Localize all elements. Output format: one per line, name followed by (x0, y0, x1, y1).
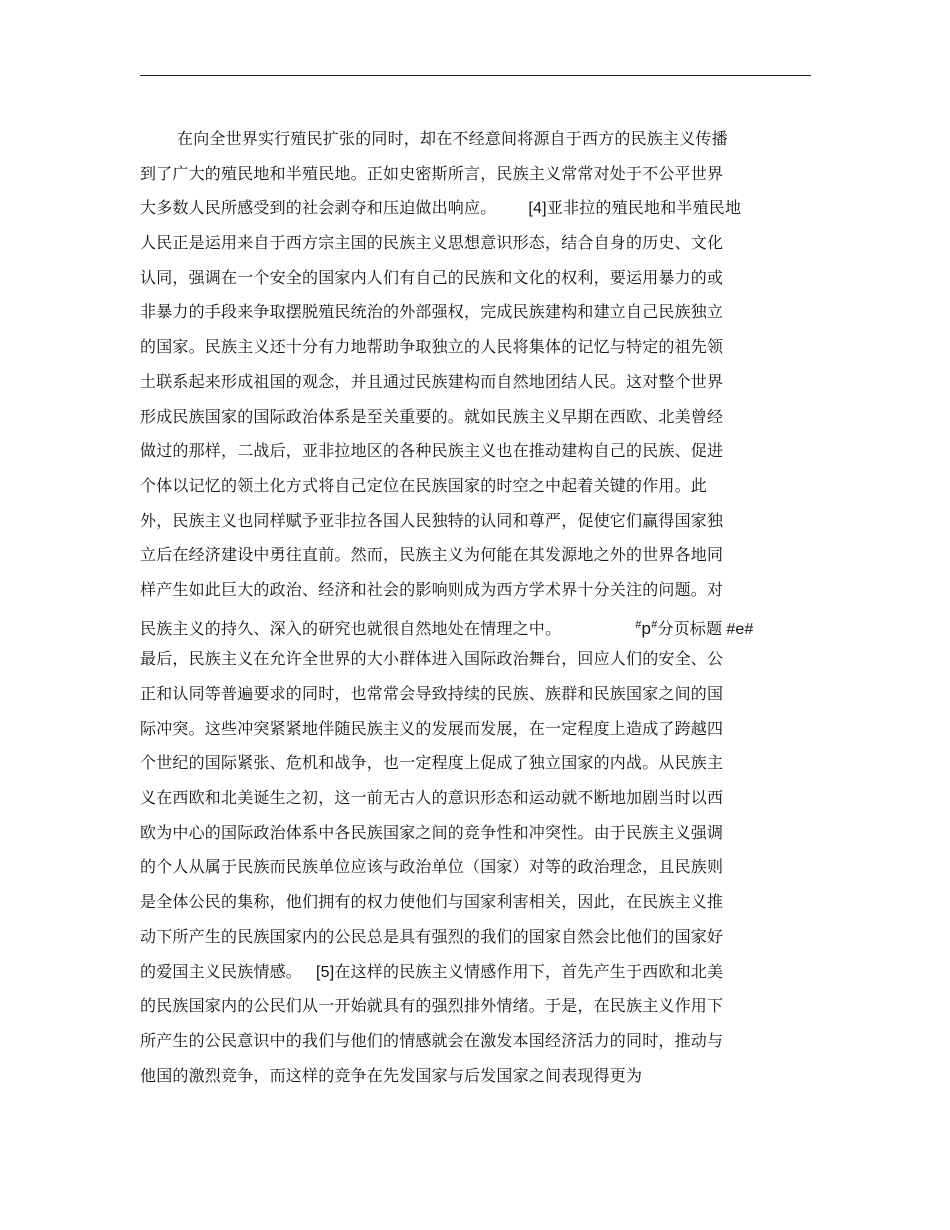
paragraph-line (140, 1059, 790, 1094)
paragraph-line (140, 642, 790, 677)
line-text: 人民正是运用来自于西方宗主国的民族主义思想意识形态，结合自身的历史、文化 (140, 233, 724, 253)
line-text: 义在西欧和北美诞生之初，这一前无古人的意识形态和运动就不断地加剧当时以西 (140, 788, 724, 808)
paragraph-line (140, 469, 790, 504)
paragraph-line (140, 191, 790, 226)
line-text: 土联系起来形成祖国的观念，并且通过民族建构而自然地团结人民。这对整个世界 (140, 371, 724, 391)
line-text: 的民族国家内的公民们从一开始就具有的强烈排外情绪。于是，在民族主义作用下 (140, 996, 724, 1016)
paragraph-line (140, 746, 790, 781)
paragraph-line (140, 295, 790, 330)
line-text: 正和认同等普遍要求的同时，也常常会导致持续的民族、族群和民族国家之间的国 (140, 684, 724, 703)
line-text: 个世纪的国际紧张、危机和战争，也一定程度上促成了独立国家的内战。从民族主 (140, 753, 724, 773)
line-text: 形成民族国家的国际政治体系是至关重要的。就如民族主义早期在西欧、北美曾经 (140, 406, 724, 426)
line-text: 在向全世界实行殖民扩张的同时，却在不经意间将源自于西方的民族主义传播 (177, 129, 728, 148)
paragraph-line (140, 850, 790, 885)
paragraph-line (140, 157, 790, 192)
paragraph-line (140, 365, 790, 400)
line-text: 非暴力的手段来争取摆脱殖民统治的外部强权，完成民族建构和建立自己民族独立 (140, 302, 724, 322)
paragraph-line (140, 400, 790, 435)
paragraph-line (140, 538, 790, 573)
paragraph-line (140, 816, 790, 851)
line-text: 动下所产生的民族国家内的公民总是具有强烈的我们的国家自然会比他们的国家好 (140, 926, 724, 946)
paragraph-line (140, 504, 790, 539)
paragraph-line (140, 261, 790, 296)
header-rule (140, 75, 811, 76)
line-text: 认同，强调在一个安全的国家内人们有自己的民族和文化的权利，要运用暴力的或 (140, 267, 724, 287)
paragraph-line (140, 608, 790, 643)
paragraph-line (140, 781, 790, 816)
paragraph-line (140, 989, 790, 1024)
line-text: 最后，民族主义在允许全世界的大小群体进入国际政治舞台，回应人们的安全、公 (140, 649, 724, 669)
line-text: 是全体公民的集称，他们拥有的权力使他们与国家利害相关，因此，在民族主义推 (140, 892, 724, 912)
line-text: 亚非拉的殖民地和半殖民地 (546, 198, 742, 218)
page-break-title: 分页标题 (657, 618, 723, 638)
marker-end: #e# (726, 620, 754, 638)
line-text: 外，民族主义也同样赋予亚非拉各国人民独特的认同和尊严，促使它们赢得国家独 (140, 510, 724, 530)
paragraph-line (140, 122, 790, 157)
line-text: 的爱国主义民族情感。 (140, 961, 303, 981)
paragraph-line (140, 573, 790, 608)
paragraph-line (140, 885, 790, 920)
line-text: 所产生的公民意识中的我们与他们的情感就会在激发本国经济活力的同时，推动与 (140, 1030, 724, 1050)
line-text: 际冲突。这些冲突紧紧地伴随民族主义的发展而发展，在一定程度上造成了跨越四 (140, 718, 724, 738)
paragraph-line (140, 1024, 790, 1059)
line-text: 大多数人民所感受到的社会剥夺和压迫做出响应。 (140, 198, 497, 218)
marker-hash: # (651, 618, 658, 631)
line-text: 立后在经济建设中勇往直前。然而，民族主义为何能在其发源地之外的世界各地同 (140, 545, 724, 565)
line-text: 他国的激烈竞争，而这样的竞争在先发国家与后发国家之间表现得更为 (140, 1065, 643, 1085)
line-text: 欧为中心的国际政治体系中各民族国家之间的竞争性和冲突性。由于民族主义强调 (140, 822, 724, 842)
page-break-marker (635, 618, 658, 638)
line-text: 的个人从属于民族而民族单位应该与政治单位（国家）对等的政治理念，且民族则 (140, 857, 724, 877)
paragraph-line (140, 712, 790, 747)
paragraph-line (140, 330, 790, 365)
line-text: 样产生如此巨大的政治、经济和社会的影响则成为西方学术界十分关注的问题。对 (140, 579, 724, 599)
line-text: 民族主义的持久、深入的研究也就很自然地处在情理之中。 (140, 618, 562, 638)
paragraph-line (140, 955, 790, 990)
paragraph-line (140, 434, 790, 469)
marker-hash: # (635, 618, 642, 631)
paragraph-line (140, 677, 790, 712)
paragraph-line (140, 226, 790, 261)
marker-p: p (641, 618, 652, 638)
line-text: 到了广大的殖民地和半殖民地。正如史密斯所言，民族主义常常对处于不公平世界 (140, 163, 724, 183)
line-text: 做过的那样，二战后，亚非拉地区的各种民族主义也在推动建构自己的民族、促进 (140, 441, 724, 461)
line-text: 个体以记忆的领土化方式将自己定位在民族国家的时空之中起着关键的作用。此 (140, 475, 708, 495)
line-text: 在这样的民族主义情感作用下，首先产生于西欧和北美 (334, 961, 724, 981)
paragraph-line (140, 920, 790, 955)
citation-ref: [4] (528, 200, 547, 218)
body-text (140, 122, 790, 1093)
line-text: 的国家。民族主义还十分有力地帮助争取独立的人民将集体的记忆与特定的祖先领 (140, 337, 724, 357)
citation-ref: [5] (316, 963, 335, 981)
